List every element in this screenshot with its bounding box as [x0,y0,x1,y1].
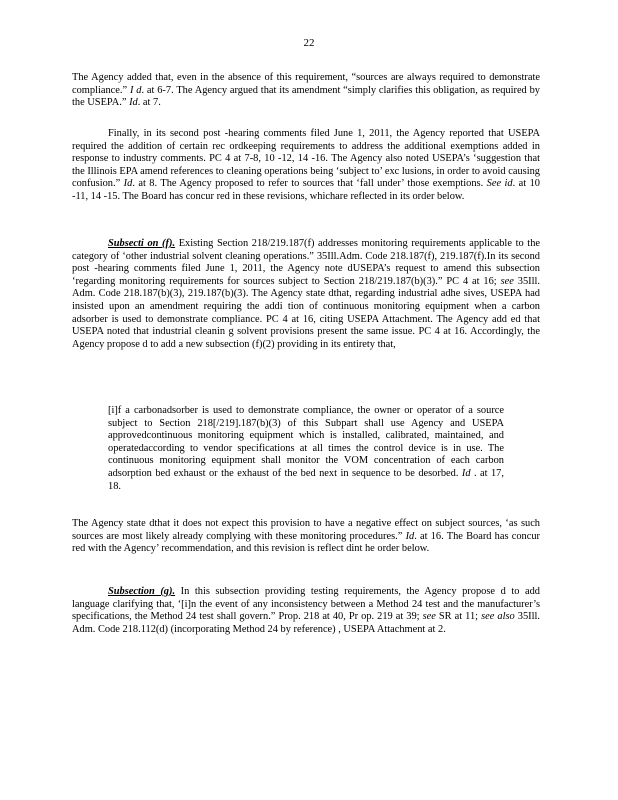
citation: Id [123,178,133,190]
paragraph-agency-added: The Agency added that, even in the absence of this requirement, “sources are always required to demonstrate compliance.” I d. at 6-7. The Agency argued that its amendment “simply clarifies this obligation, as required by the USEPA.” Id. at 7. [72,72,540,109]
citation: Id [129,97,138,109]
subsection-g-heading: Subsection (g). [108,586,176,597]
citation: Id [405,530,415,542]
citation-signal: see [500,275,514,287]
citation: See id [486,178,513,190]
citation: I d [129,84,142,96]
paragraph-subsection-f: Subsecti on (f). Existing Section 218/219.187(f) addresses monitoring requirements applicable to the category of ‘other industrial solvent cleaning operations.” 35Ill.Adm. Code 218.187(f), 219.187(f).In its second post -hearing comments filed June 1, 2011, the Agency note dUSEPA’s request to amend this subsection ‘regarding monitoring requirements for sources subject to Section 218/219.187(b)(3).” PC 4 at 16; see 35Ill. Adm. Code 218.187(b)(3), 219.187(b)(3). The Agency state dthat, regarding industrial adhe sives, USEPA had insisted upon an amendment requiring the addi tion of continuous monitoring equipment when a carbon adsorber is used to demonstrate compliance. PC 4 at 16, citing USEPA Attachment. The Agency add ed that USEPA noted that industrial cleanin g solvent provisions present the same issue. PC 4 at 16. Accordingly, the Agency propose d to add a new subsection (f)(2) providing in its entirety that, [72,238,540,350]
block-quote: [i]f a carbonadsorber is used to demonstrate compliance, the owner or operator of a source subject to Section 218[/219].187(b)(3) of this Subpart shall use Agency and USEPA approvedcontinuous monitoring equipment which is installed, calibrated, maintained, and operatedaccording to vendor specifications at all times the control device is in use. The continuous monitoring equipment shall monitor the VOM concentration of each carbon adsorption bed exhaust or the exhaust of the bed next in sequence to be desorbed. Id . at 17, 18. [108,405,504,492]
page-number: 22 [303,37,315,49]
paragraph-subsection-g: Subsection (g). In this subsection providing testing requirements, the Agency propose d to add language clarifying that, ‘[i]n the event of any inconsistency between a Method 24 test and the manufacturer’s specifications, the Method 24 test shall govern.” Prop. 218 at 40, Pr op. 219 at 39; see SR at 11; see also 35Ill. Adm. Code 218.112(d) (incorporating Method 24 by reference) , USEPA Attachment at 2. [72,586,540,635]
paragraph-agency-stated: The Agency state dthat it does not expect this provision to have a negative effect on subject sources, ‘as such sources are most likely already complying with these monitoring procedures.” Id. at 16. The Board has concur red with the Agency’ recommendation, and this revision is reflect dint he order below. [72,518,540,555]
citation: Id [461,467,471,479]
citation-signal: see also [481,611,515,623]
paragraph-finally: Finally, in its second post -hearing comments filed June 1, 2011, the Agency reported that USEPA required the addition of certain rec ordkeeping requirements to address the additional exemptions added in response to industry comments. PC 4 at 7-8, 10 -12, 14 -16. The Agency also noted USEPA’s ‘suggestion that the Illinois EPA amend references to cleaning operations being ‘subject to’ exc lusions, in order to avoid causing confusion.” Id. at 8. The Agency proposed to refer to sources that ‘fall under’ those exemptions. See id. at 10 -11, 14 -15. The Board has concur red in these revisions, whichare reflected in its order below. [72,128,540,202]
citation-signal: see [422,611,436,623]
subsection-f-heading: Subsecti on (f). [108,238,176,249]
